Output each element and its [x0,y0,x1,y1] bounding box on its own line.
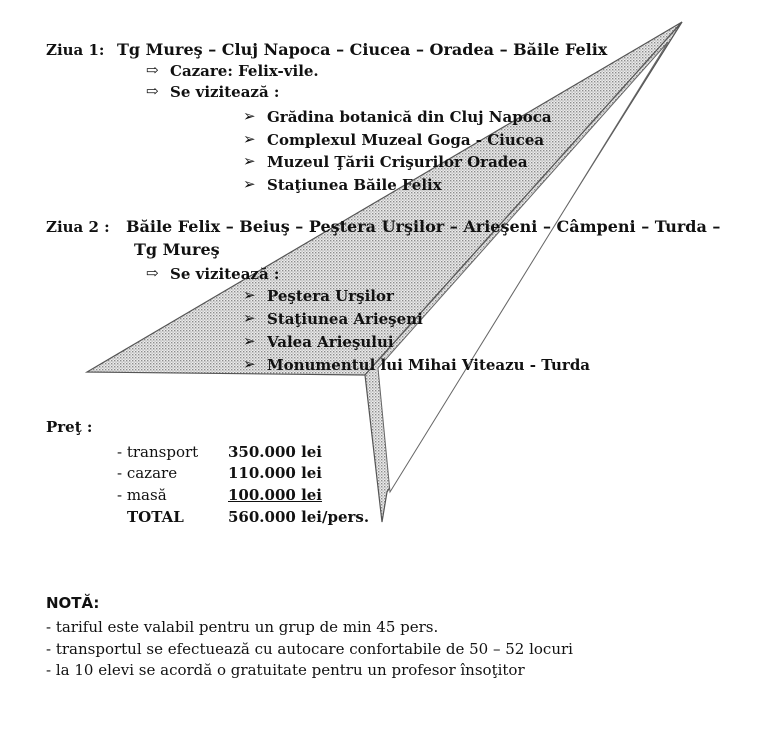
arrow-icon: ⇨ [146,82,159,100]
list-item: Muzeul Ţării Crişurilor Oradea [267,153,528,171]
check-arrow-icon: ➢ [243,152,256,170]
list-item: Grădina botanică din Cluj Napoca [267,108,552,126]
check-arrow-icon: ➢ [243,309,256,327]
list-item: Staţiunea Băile Felix [267,176,442,194]
day1-accommodation: Cazare: Felix-vile. [170,62,319,80]
price-row-name: - transport [117,443,199,461]
list-item: Monumentul lui Mihai Viteazu - Turda [267,356,591,374]
day1-label: Ziua 1: [46,41,105,59]
price-row-value: 350.000 lei [228,443,323,461]
note-line: - transportul se efectuează cu autocare confortabile de 50 – 52 locuri [46,640,573,658]
price-row-name: - cazare [117,464,178,482]
check-arrow-icon: ➢ [243,175,256,193]
list-item: Valea Arieşului [267,333,394,351]
price-row-value: 100.000 lei [228,486,323,504]
check-arrow-icon: ➢ [243,130,256,148]
price-label: Preţ : [46,418,93,436]
day1-route: Tg Mureş – Cluj Napoca – Ciucea – Oradea – Băile Felix [117,40,608,59]
check-arrow-icon: ➢ [243,286,256,304]
price-row-value: 110.000 lei [228,464,323,482]
day2-route-line1: Băile Felix – Beiuş – Peştera Urşilor – Arieşeni – Câmpeni – Turda – [126,217,721,236]
list-item: Staţiunea Arieşeni [267,310,423,328]
arrow-icon: ⇨ [146,61,159,79]
price-row-name: - masă [117,486,167,504]
day2-route-line2: Tg Mureş [134,240,220,259]
arrow-icon: ⇨ [146,264,159,282]
check-arrow-icon: ➢ [243,355,256,373]
day2-label: Ziua 2 : [46,218,110,236]
total-value: 560.000 lei/pers. [228,508,370,526]
day1-visits-label: Se vizitează : [170,83,280,101]
check-arrow-icon: ➢ [243,332,256,350]
check-arrow-icon: ➢ [243,107,256,125]
total-label: TOTAL [127,508,184,526]
list-item: Peştera Urşilor [267,287,394,305]
note-title: NOTĂ: [46,594,100,612]
note-line: - tariful este valabil pentru un grup de min 45 pers. [46,618,439,636]
note-line: - la 10 elevi se acordă o gratuitate pentru un profesor însoţitor [46,661,525,679]
list-item: Complexul Muzeal Goga - Ciucea [267,131,545,149]
day2-visits-label: Se vizitează : [170,265,280,283]
